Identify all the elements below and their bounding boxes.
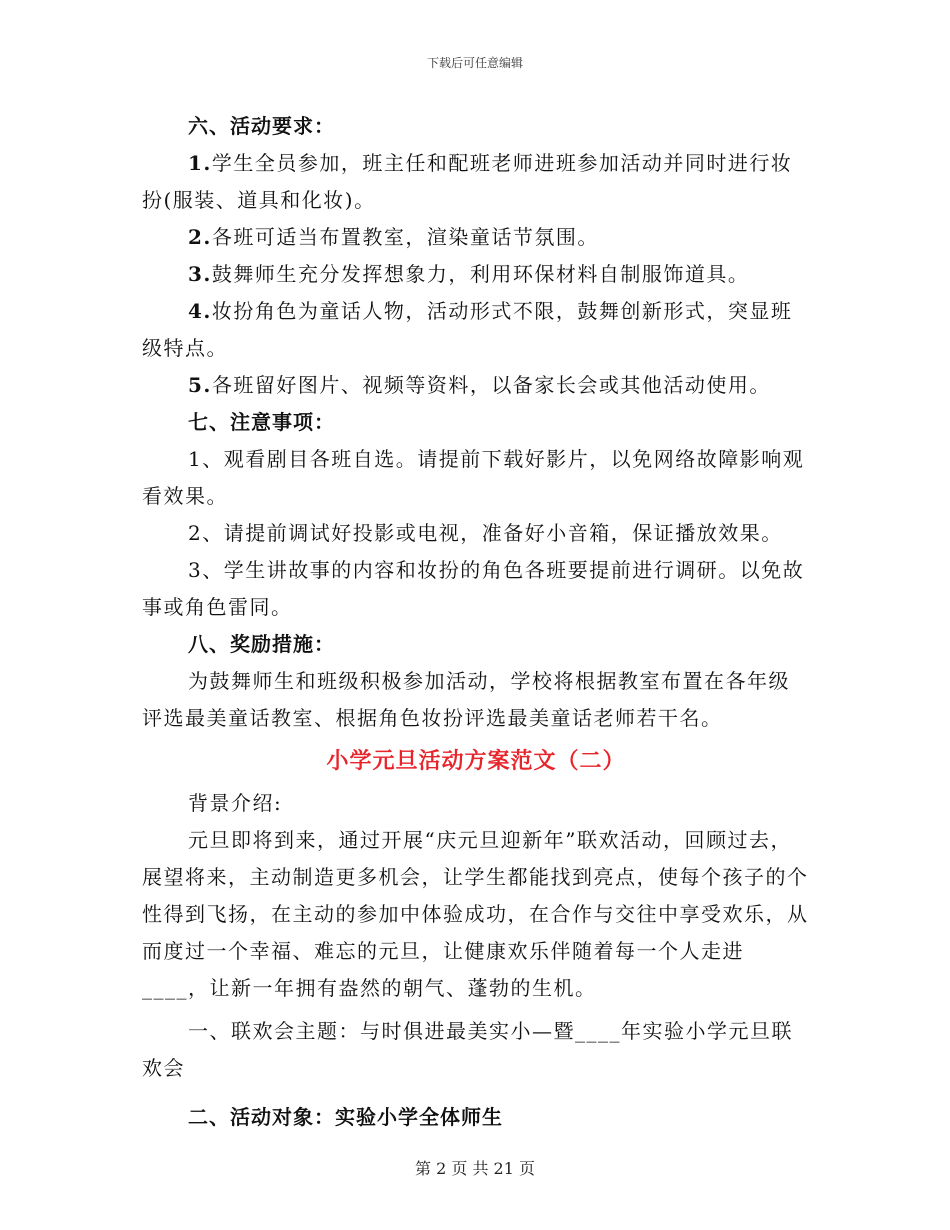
notice-item-1: 1、观看剧目各班自选。请提前下载好影片，以免网络故障影响观看效果。: [142, 447, 805, 508]
activity-target: 二、活动对象：实验小学全体师生: [188, 1105, 503, 1129]
requirement-item-1-text: 学生全员参加，班主任和配班老师进班参加活动并同时进行妆扮(服装、道具和化妆)。: [142, 151, 793, 212]
requirement-item-4-text: 妆扮角色为童话人物，活动形式不限，鼓舞创新形式，突显班级特点。: [142, 299, 793, 360]
requirement-item-2-number: 2.: [188, 225, 212, 249]
part-2-title: 小学元旦活动方案范文（二）: [326, 748, 626, 774]
page-number: 第 2 页 共 21 页: [415, 1159, 535, 1178]
requirement-item-5-text: 各班留好图片、视频等资料，以备家长会或其他活动使用。: [211, 373, 771, 397]
requirement-item-2: [142, 219, 810, 256]
reward-paragraph: 为鼓舞师生和班级积极参加活动，学校将根据教室布置在各年级评选最美童话教室、根据角色妆扮评选最美童话老师若干名。: [142, 669, 790, 730]
section-6-heading: 六、活动要求：: [188, 114, 335, 138]
background-paragraph: 元旦即将到来，通过开展“庆元旦迎新年”联欢活动，回顾过去，展望将来，主动制造更多机会，让学生都能找到亮点，使每个孩子的个性得到飞扬，在主动的参加中体验成功，在合作与交往中享受欢乐，从而度过一个幸福、难忘的元旦，让健康欢乐伴随着每一个人走进____，让新一年拥有盎然的朝气、蓬勃的生机。: [142, 828, 809, 1000]
background-label: 背景介绍:: [188, 791, 283, 815]
party-theme: 一、联欢会主题：与时俱进最美实小—暨____年实验小学元旦联欢会: [142, 1019, 793, 1080]
requirement-item-5-number: 5.: [188, 373, 212, 397]
requirement-item-3-number: 3.: [188, 262, 212, 286]
requirement-item-3-text: 鼓舞师生充分发挥想象力，利用环保材料自制服饰道具。: [211, 262, 750, 286]
notice-item-3: 3、学生讲故事的内容和妆扮的角色各班要提前进行调研。以免故事或角色雷同。: [142, 558, 805, 619]
requirement-item-3: [142, 256, 810, 293]
requirement-item-1: [142, 145, 810, 219]
requirement-item-1-number: 1.: [188, 151, 212, 175]
requirement-item-5: [142, 367, 810, 404]
requirement-item-2-text: 各班可适当布置教室，渲染童话节氛围。: [211, 225, 599, 249]
section-8-heading: 八、奖励措施：: [188, 632, 335, 656]
notice-item-2: 2、请提前调试好投影或电视，准备好小音箱，保证播放效果。: [188, 521, 783, 545]
requirement-item-4-number: 4.: [188, 299, 212, 323]
document-body: [142, 108, 810, 1136]
header-note: 下载后可任意编辑: [426, 56, 523, 70]
section-7-heading: 七、注意事项：: [188, 410, 335, 434]
requirement-item-4: [142, 293, 810, 367]
